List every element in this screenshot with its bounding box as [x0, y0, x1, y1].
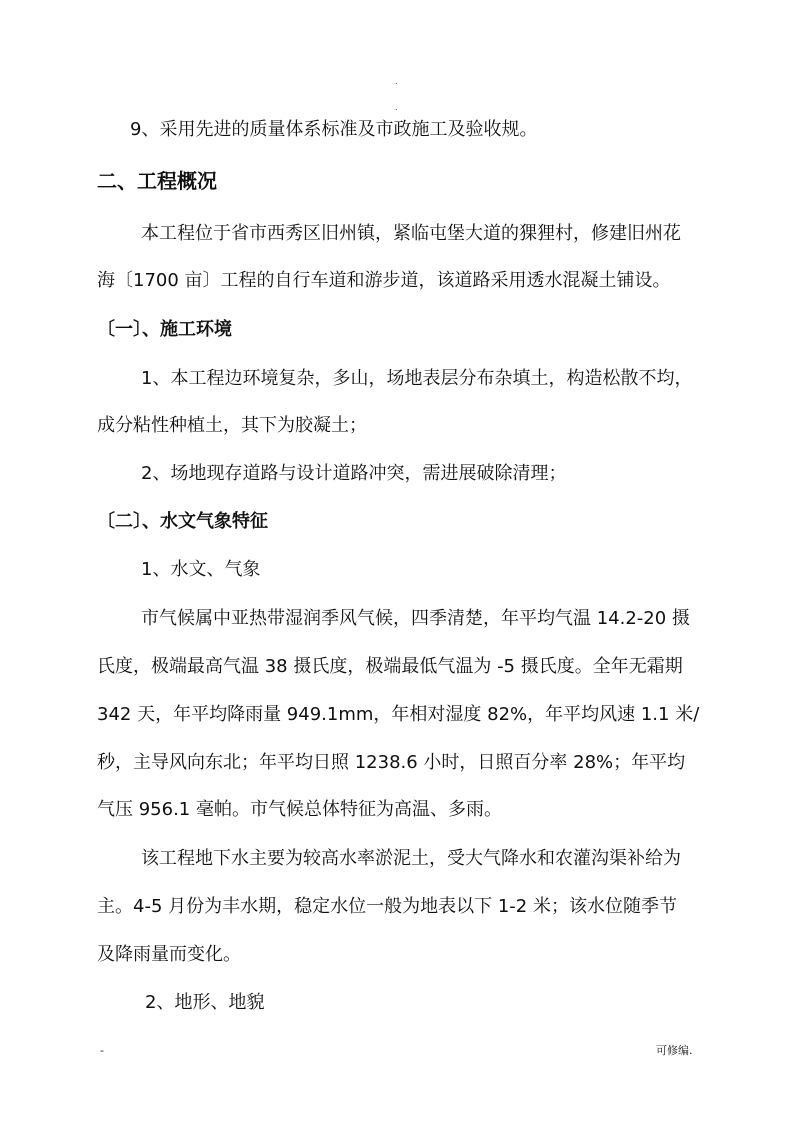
item-9: 9、采用先进的质量体系标准及市政施工及验收规。	[130, 119, 538, 140]
environment-item-1-line: 成分粘性种植土，其下为胶凝土；	[97, 415, 367, 436]
environment-item-1-line: 1、本工程边环境复杂，多山，场地表层分布杂填土，构造松散不均，	[141, 368, 693, 389]
overview-paragraph-line: 本工程位于省市西秀区旧州镇，紧临屯堡大道的猓狸村，修建旧州花	[141, 223, 681, 244]
climate-paragraph-line: 秒，主导风向东北；年平均日照 1238.6 小时，日照百分率 28%；年平均	[97, 752, 686, 773]
hydrology-item-1: 1、水文、气象	[141, 559, 261, 580]
header-mark: .	[395, 77, 398, 86]
section-title-overview: 二、工程概况	[97, 169, 217, 193]
subsection-title-environment: 〔一〕、施工环境	[97, 319, 232, 340]
header-mark: .	[395, 103, 398, 112]
climate-paragraph-line: 市气候属中亚热带湿润季风气候，四季清楚，年平均气温 14.2-20 摄	[141, 608, 690, 629]
footer-left-mark: -	[100, 1044, 104, 1057]
subsection-title-hydrology: 〔二〕、水文气象特征	[97, 511, 268, 532]
climate-paragraph-line: 气压 956.1 毫帕。市气候总体特征为高温、多雨。	[97, 799, 502, 820]
overview-paragraph-line: 海〔1700 亩〕工程的自行车道和游步道，该道路采用透水混凝土铺设。	[97, 270, 671, 291]
environment-item-2: 2、场地现存道路与设计道路冲突，需进展破除清理；	[141, 463, 567, 484]
groundwater-paragraph-line: 及降雨量而变化。	[97, 944, 241, 965]
footer-editable-note: 可修编.	[656, 1044, 693, 1057]
groundwater-paragraph-line: 主。4-5 月份为丰水期，稳定水位一般为地表以下 1-2 米；该水位随季节	[97, 896, 677, 917]
groundwater-paragraph-line: 该工程地下水主要为较高水率淤泥土，受大气降水和农灌沟渠补给为	[141, 848, 681, 869]
hydrology-item-2: 2、地形、地貌	[145, 992, 265, 1013]
climate-paragraph-line: 342 天，年平均降雨量 949.1mm，年相对湿度 82%，年平均风速 1.1 米/	[97, 704, 700, 725]
climate-paragraph-line: 氏度，极端最高气温 38 摄氏度，极端最低气温为 -5 摄氏度。全年无霜期	[97, 656, 683, 677]
